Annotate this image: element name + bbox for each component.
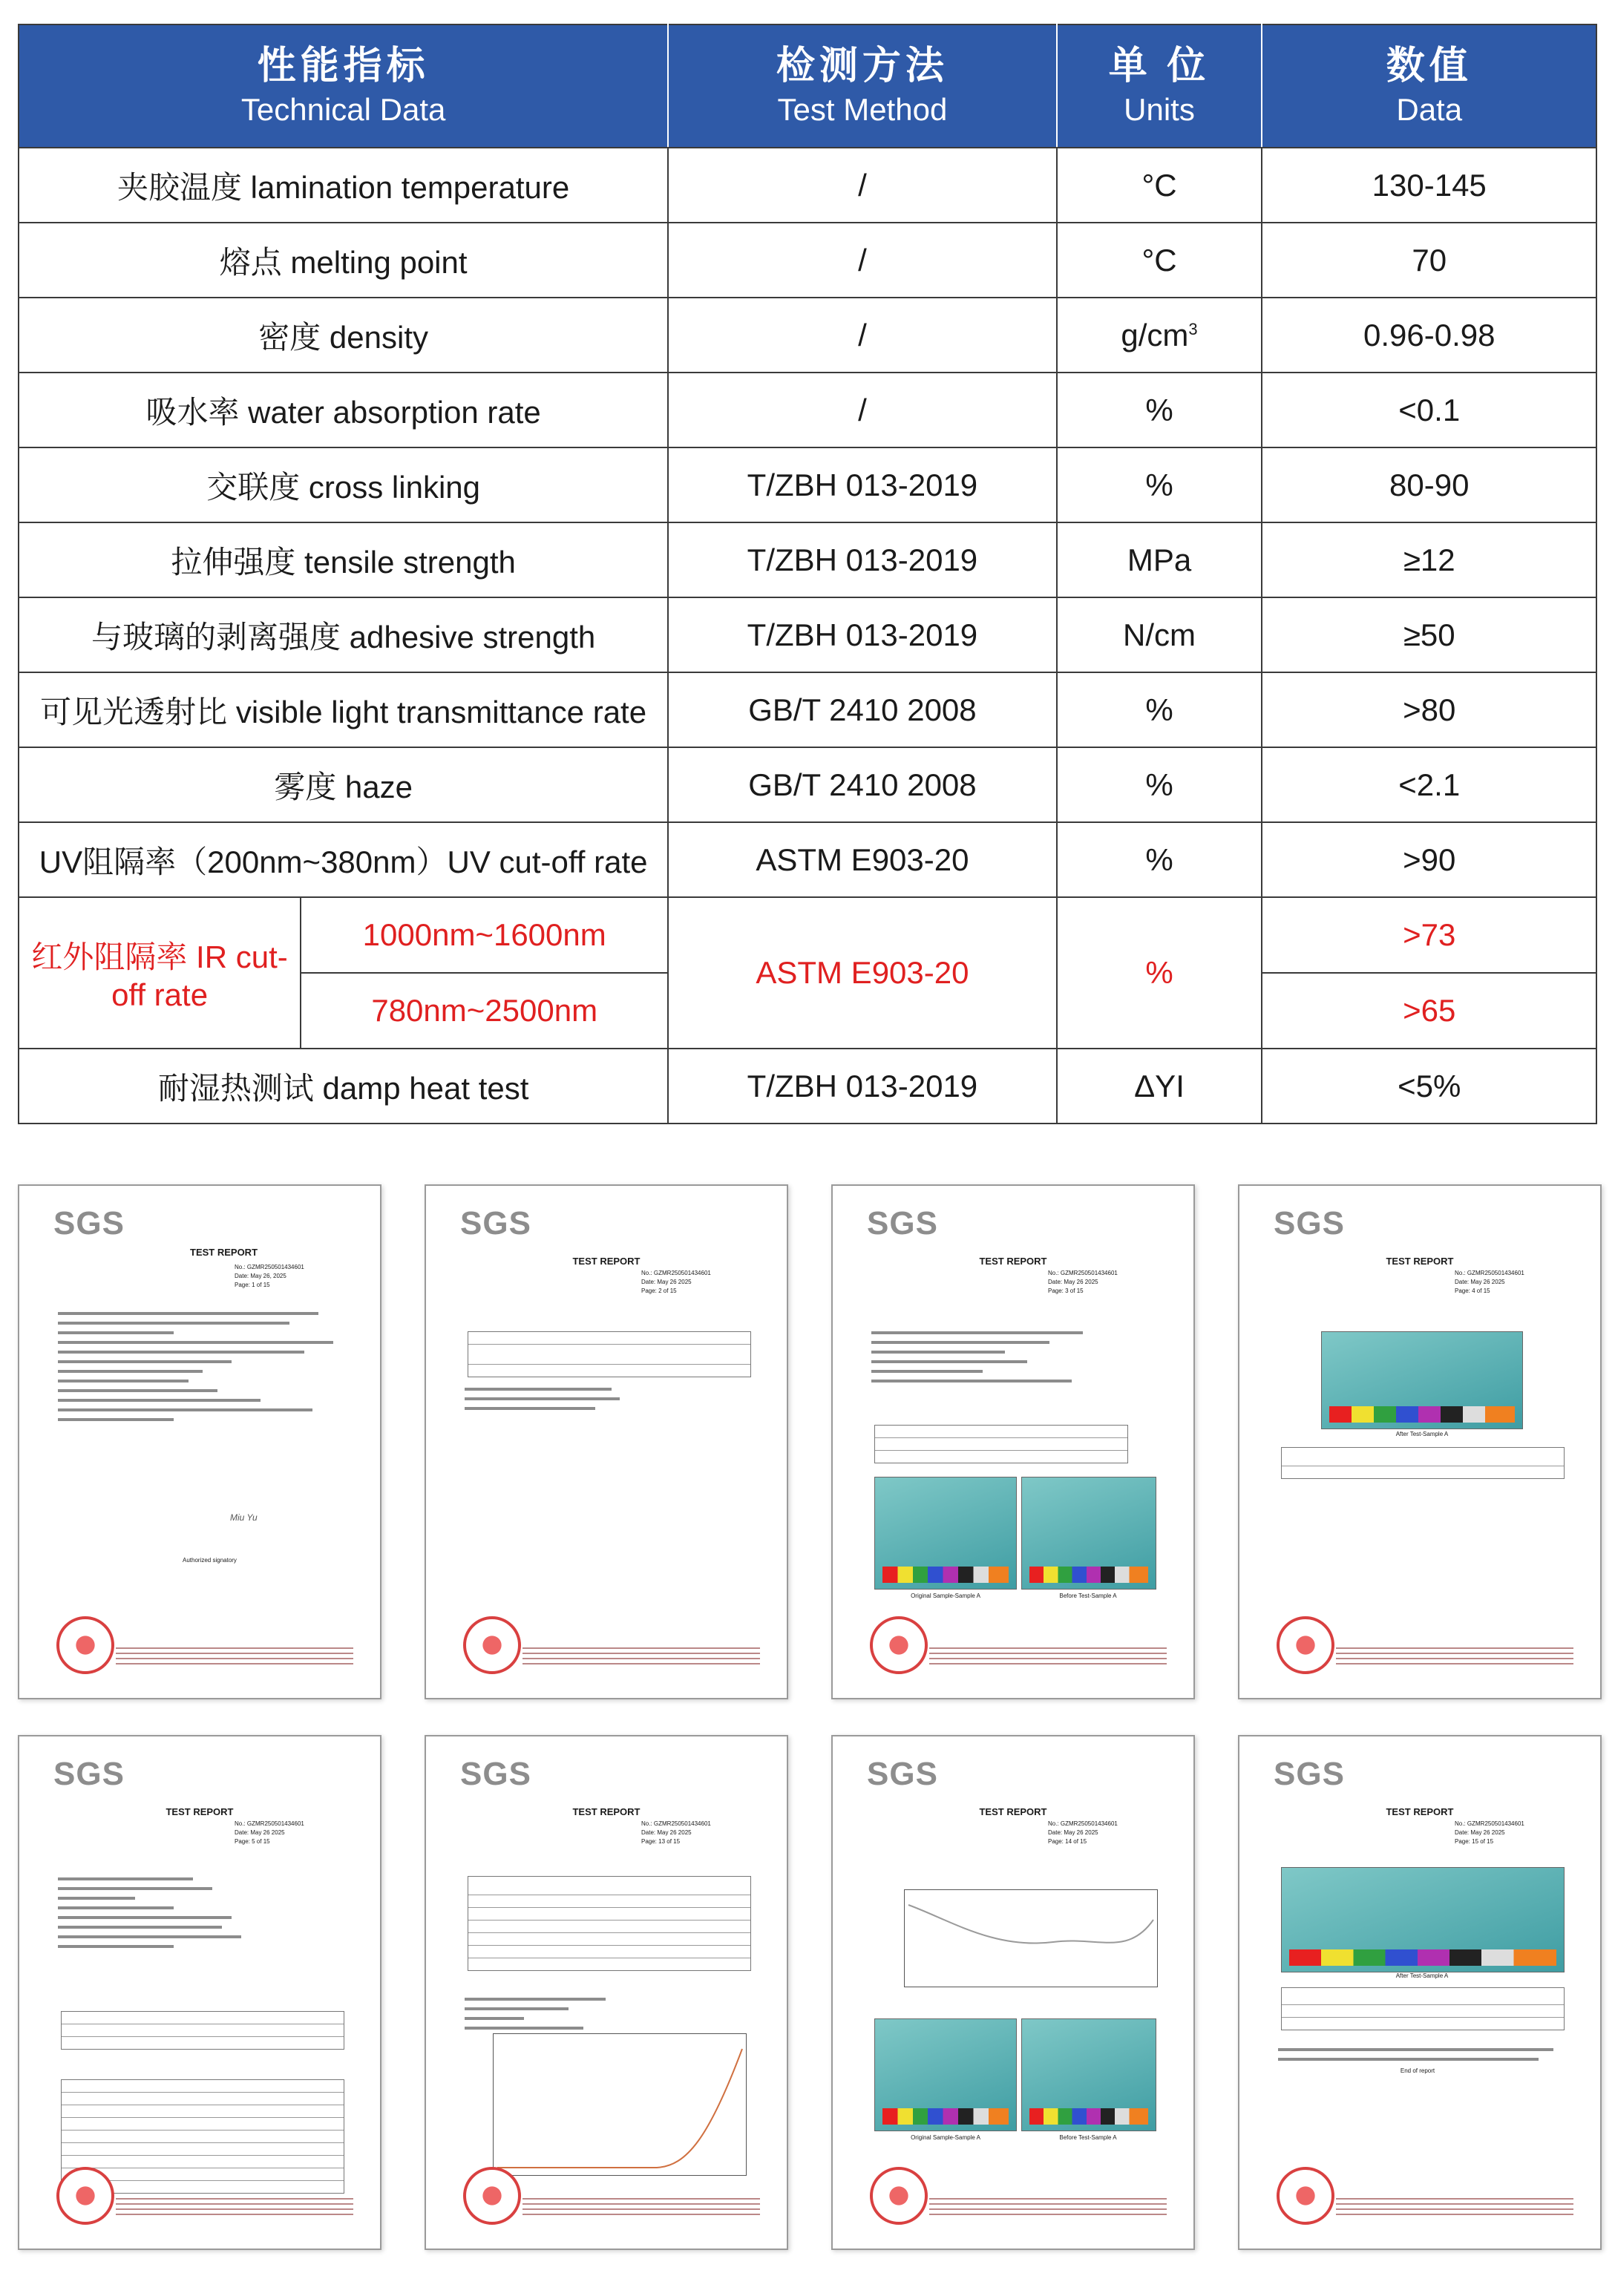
sgs-stamp-icon xyxy=(463,1616,521,1674)
equipment-table xyxy=(1281,1447,1565,1479)
report-meta: No.: GZMR250501434601 Date: May 26 2025 Page: 14 of 15 xyxy=(1048,1820,1118,1845)
report-title: TEST REPORT xyxy=(1386,1256,1454,1267)
value: 0.96-0.98 xyxy=(1262,298,1596,373)
table-header-row xyxy=(19,24,1596,148)
sgs-logo: SGS xyxy=(867,1205,938,1242)
wavelength-table xyxy=(468,1876,751,1971)
sgs-logo: SGS xyxy=(867,1756,938,1792)
property-name: 拉伸强度 tensile strength xyxy=(19,522,668,597)
report-page-13 xyxy=(425,1735,788,2250)
report-meta: No.: GZMR250501434601 Date: May 26 2025 Page: 15 of 15 xyxy=(1455,1820,1524,1845)
table-row xyxy=(19,373,1596,447)
report-title: TEST REPORT xyxy=(166,1806,234,1817)
unit: $g/cm^3$ xyxy=(1057,298,1262,373)
table-row xyxy=(19,522,1596,597)
property-name: 可见光透射比 visible light transmittance rate xyxy=(19,672,668,747)
value: 80-90 xyxy=(1262,447,1596,522)
unit: N/cm xyxy=(1057,597,1262,672)
header-technical-data: 性能指标 Technical Data xyxy=(19,24,668,148)
report-meta: No.: GZMR250501434601 Date: May 26 2025 Page: 4 of 15 xyxy=(1455,1270,1524,1294)
summary-table xyxy=(468,1331,751,1377)
report-footer xyxy=(522,1647,760,1668)
report-title: TEST REPORT xyxy=(979,1256,1047,1267)
table-row-ir-1 xyxy=(19,897,1596,973)
table-row xyxy=(19,223,1596,298)
sgs-stamp-icon xyxy=(463,2167,521,2225)
unit: MPa xyxy=(1057,522,1262,597)
sample-photo xyxy=(1021,1477,1156,1590)
table-row xyxy=(19,822,1596,897)
value: <0.1 xyxy=(1262,373,1596,447)
result-table xyxy=(61,2011,344,2050)
test-method: GB/T 2410 2008 xyxy=(668,747,1056,822)
unit: °C xyxy=(1057,148,1262,223)
property-name: UV阻隔率（200nm~380nm）UV cut-off rate xyxy=(19,822,668,897)
unit: ΔYI xyxy=(1057,1049,1262,1124)
unit: % xyxy=(1057,373,1262,447)
table-row xyxy=(19,447,1596,522)
report-footer xyxy=(1336,1647,1573,1668)
report-page-14 xyxy=(831,1735,1195,2250)
report-title: TEST REPORT xyxy=(1386,1806,1454,1817)
table-row xyxy=(19,1049,1596,1124)
report-footer xyxy=(929,1647,1167,1668)
report-body-text xyxy=(465,1388,628,1417)
authorized-signatory: Authorized signatory xyxy=(183,1557,237,1564)
sgs-logo: SGS xyxy=(460,1205,531,1242)
ir-cutoff-curve xyxy=(493,2033,747,2176)
test-method: GB/T 2410 2008 xyxy=(668,672,1056,747)
unit: °C xyxy=(1057,223,1262,298)
property-name: 与玻璃的剥离强度 adhesive strength xyxy=(19,597,668,672)
report-body-text xyxy=(465,1998,613,2036)
ir-unit: % xyxy=(1057,897,1262,1049)
table-row xyxy=(19,747,1596,822)
property-name: 交联度 cross linking xyxy=(19,447,668,522)
value: ≥50 xyxy=(1262,597,1596,672)
test-method: / xyxy=(668,223,1056,298)
report-body-text xyxy=(58,1312,347,1428)
sample-photo xyxy=(874,1477,1017,1590)
header-data: 数值 Data xyxy=(1262,24,1596,148)
report-meta: No.: GZMR250501434601 Date: May 26 2025 Page: 2 of 15 xyxy=(641,1270,711,1294)
transmittance-curve xyxy=(904,1889,1158,1987)
sample-photo xyxy=(1021,2018,1156,2131)
photo-caption: Original Sample-Sample A xyxy=(911,2134,980,2141)
property-name: 夹胶温度 lamination temperature xyxy=(19,148,668,223)
sgs-stamp-icon xyxy=(870,2167,928,2225)
unit: % xyxy=(1057,747,1262,822)
test-method: T/ZBH 013-2019 xyxy=(668,522,1056,597)
sample-photo xyxy=(1321,1331,1523,1429)
ir-value-2: >65 xyxy=(1262,973,1596,1049)
sgs-stamp-icon xyxy=(1277,1616,1334,1674)
value: >90 xyxy=(1262,822,1596,897)
report-page-15 xyxy=(1238,1735,1602,2250)
sgs-logo: SGS xyxy=(1274,1205,1345,1242)
sgs-logo: SGS xyxy=(53,1756,125,1792)
report-title: TEST REPORT xyxy=(979,1806,1047,1817)
test-method: / xyxy=(668,298,1056,373)
photo-caption: After Test-Sample A xyxy=(1395,1972,1449,1979)
test-method: / xyxy=(668,373,1056,447)
report-footer xyxy=(522,2198,760,2219)
photo-caption: After Test-Sample A xyxy=(1395,1431,1449,1437)
report-title: TEST REPORT xyxy=(572,1806,641,1817)
test-method: T/ZBH 013-2019 xyxy=(668,1049,1056,1124)
sgs-logo: SGS xyxy=(460,1756,531,1792)
report-footer xyxy=(929,2198,1167,2219)
value: 70 xyxy=(1262,223,1596,298)
report-title: TEST REPORT xyxy=(190,1247,258,1258)
value: >80 xyxy=(1262,672,1596,747)
property-name: 熔点 melting point xyxy=(19,223,668,298)
report-body-text xyxy=(871,1331,1094,1389)
sgs-stamp-icon xyxy=(56,1616,114,1674)
property-name: 耐湿热测试 damp heat test xyxy=(19,1049,668,1124)
table-row xyxy=(19,148,1596,223)
ir-range-1: 1000nm~1600nm xyxy=(301,897,668,973)
test-method: T/ZBH 013-2019 xyxy=(668,447,1056,522)
photo-caption: Original Sample-Sample A xyxy=(911,1593,980,1599)
table-row xyxy=(19,597,1596,672)
report-footer xyxy=(116,2198,353,2219)
equipment-table xyxy=(1281,1987,1565,2030)
property-name: 雾度 haze xyxy=(19,747,668,822)
sample-photo xyxy=(874,2018,1017,2131)
sample-photo xyxy=(1281,1867,1565,1972)
sgs-logo: SGS xyxy=(1274,1756,1345,1792)
value: ≥12 xyxy=(1262,522,1596,597)
value: 130-145 xyxy=(1262,148,1596,223)
unit: % xyxy=(1057,672,1262,747)
report-body-text xyxy=(58,1877,251,1955)
report-title: TEST REPORT xyxy=(572,1256,641,1267)
sgs-logo: SGS xyxy=(53,1205,125,1242)
report-page-5 xyxy=(18,1735,381,2250)
unit: % xyxy=(1057,447,1262,522)
report-meta: No.: GZMR250501434601 Date: May 26 2025 Page: 3 of 15 xyxy=(1048,1270,1118,1294)
report-meta: No.: GZMR250501434601 Date: May 26 2025 Page: 5 of 15 xyxy=(235,1820,304,1845)
test-method: T/ZBH 013-2019 xyxy=(668,597,1056,672)
value: <2.1 xyxy=(1262,747,1596,822)
report-meta: No.: GZMR250501434601 Date: May 26, 2025 Page: 1 of 15 xyxy=(235,1264,304,1288)
header-units: 单 位 Units xyxy=(1057,24,1262,148)
report-footer xyxy=(1336,2198,1573,2219)
report-footer xyxy=(116,1647,353,1668)
ir-test-method: ASTM E903-20 xyxy=(668,897,1056,1049)
table-row xyxy=(19,672,1596,747)
report-meta: No.: GZMR250501434601 Date: May 26 2025 Page: 13 of 15 xyxy=(641,1820,711,1845)
ir-range-2: 780nm~2500nm xyxy=(301,973,668,1049)
photo-caption: Before Test-Sample A xyxy=(1059,2134,1117,2141)
property-name: 吸水率 water absorption rate xyxy=(19,373,668,447)
unit: % xyxy=(1057,822,1262,897)
test-method: / xyxy=(668,148,1056,223)
property-name: 密度 density xyxy=(19,298,668,373)
end-of-report: End of report xyxy=(1400,2067,1435,2074)
report-body-text xyxy=(1278,2048,1568,2067)
photo-caption: Before Test-Sample A xyxy=(1059,1593,1117,1599)
report-page-4 xyxy=(1238,1184,1602,1699)
technical-data-table xyxy=(18,24,1597,1124)
report-page-2 xyxy=(425,1184,788,1699)
signature: Miu Yu xyxy=(230,1512,258,1523)
header-test-method: 检测方法 Test Method xyxy=(668,24,1056,148)
value: <5% xyxy=(1262,1049,1596,1124)
table-row xyxy=(19,298,1596,373)
report-page-1 xyxy=(18,1184,381,1699)
report-page-3 xyxy=(831,1184,1195,1699)
result-table xyxy=(874,1425,1128,1463)
sgs-stamp-icon xyxy=(56,2167,114,2225)
sgs-stamp-icon xyxy=(1277,2167,1334,2225)
ir-value-1: >73 xyxy=(1262,897,1596,973)
test-method: ASTM E903-20 xyxy=(668,822,1056,897)
sgs-stamp-icon xyxy=(870,1616,928,1674)
ir-property-name: 红外阻隔率 IR cut-off rate xyxy=(19,897,301,1049)
